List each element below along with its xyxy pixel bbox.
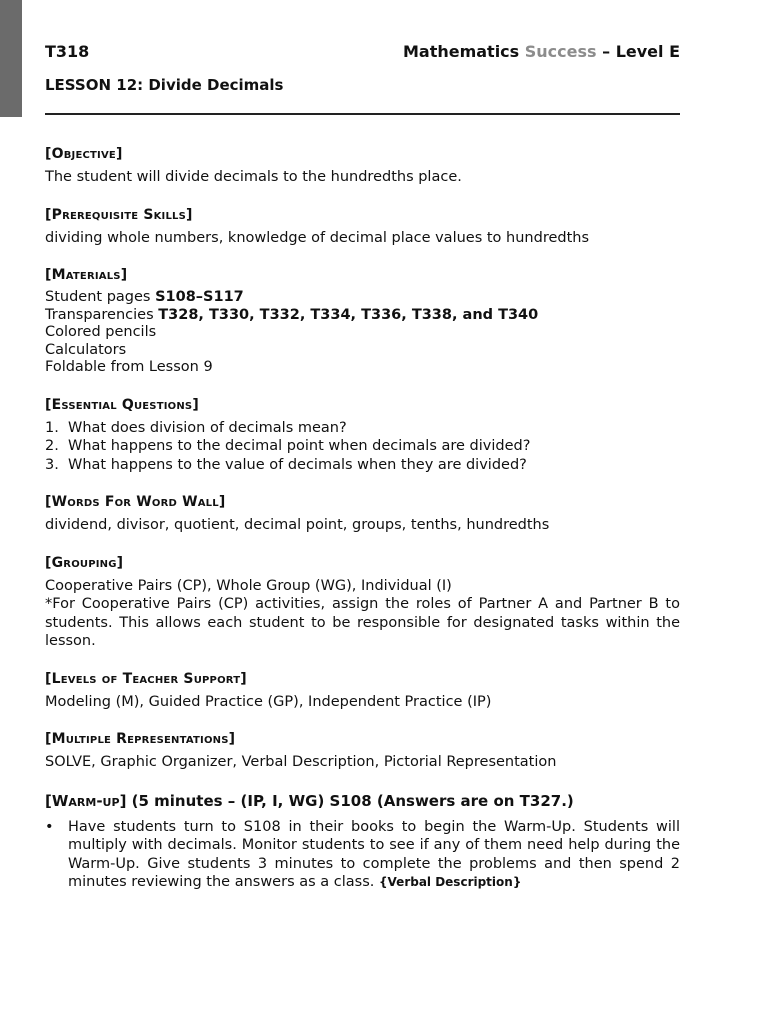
warmup-bullets <box>45 818 680 892</box>
header-divider <box>45 113 680 115</box>
materials-heading: [Materials] <box>45 267 128 283</box>
materials-list <box>45 289 680 377</box>
materials-item: Calculators <box>45 341 127 358</box>
page-number: T318 <box>45 42 90 61</box>
word-wall-heading: [Words For Word Wall] <box>45 494 226 510</box>
list-item: 3. What happens to the value of decimals when they are divided? <box>45 456 527 473</box>
essential-questions-section <box>45 397 680 475</box>
grouping-heading: [Grouping] <box>45 554 124 571</box>
materials-item: Colored pencils <box>45 324 157 340</box>
objective-section <box>45 146 680 187</box>
page-header <box>45 42 680 61</box>
materials-student-pages: Student pages S108–S117 <box>45 289 244 305</box>
prerequisite-text: dividing whole numbers, knowledge of decimal place values to hundredths <box>45 229 590 246</box>
grouping-line2: *For Cooperative Pairs (CP) activities, assign the roles of Partner A and Partner B to students. This allows each student to be responsible for designated tasks within the lesson. <box>45 596 680 649</box>
objective-heading: [Objective] <box>45 146 123 162</box>
materials-section <box>45 267 680 377</box>
materials-transparencies: Transparencies T328, T330, T332, T334, T336, T338, and T340 <box>45 306 539 323</box>
objective-text: The student will divide decimals to the hundredths place. <box>45 169 462 185</box>
book-title-part1: Mathematics <box>402 42 525 61</box>
representations-heading: [Multiple Representations] <box>45 731 236 747</box>
warmup-heading: [Warm-up] (5 minutes – (IP, I, WG) S108 (Answers are on T327.) <box>45 791 574 810</box>
representations-section <box>45 731 680 772</box>
book-title <box>403 42 680 61</box>
book-title-part2: – Level E <box>596 42 680 61</box>
page-content <box>45 42 680 892</box>
warmup-section <box>45 792 680 892</box>
teacher-support-text: Modeling (M), Guided Practice (GP), Independent Practice (IP) <box>45 693 492 710</box>
teacher-support-section <box>45 671 680 712</box>
book-title-accent: Success <box>524 42 597 61</box>
representations-text: SOLVE, Graphic Organizer, Verbal Description, Pictorial Representation <box>45 754 557 770</box>
list-item: • Have students turn to S108 in their books to begin the Warm-Up. Students will multiply with decimals. Monitor students to see if any of them need help during the Warm-Up. Give students 3 minutes to complete the problems and then spend 2 minutes reviewing the answers as a class. {Verbal Description} <box>45 818 680 890</box>
lesson-title: LESSON 12: Divide Decimals <box>45 76 284 94</box>
prerequisite-section <box>45 207 680 248</box>
bullet-icon: • <box>45 818 54 835</box>
prerequisite-heading: [Prerequisite Skills] <box>45 206 193 223</box>
list-item: 1. What does division of decimals mean? <box>45 419 347 436</box>
materials-item: Foldable from Lesson 9 <box>45 359 213 375</box>
teacher-support-heading: [Levels of Teacher Support] <box>45 670 247 687</box>
essential-questions-list <box>45 419 680 475</box>
word-wall-section <box>45 494 680 535</box>
grouping-section <box>45 555 680 651</box>
essential-questions-heading: [Essential Questions] <box>45 396 199 413</box>
side-tab-marker <box>0 0 22 117</box>
list-item: 2. What happens to the decimal point when decimals are divided? <box>45 438 531 454</box>
grouping-line1: Cooperative Pairs (CP), Whole Group (WG), Individual (I) <box>45 577 452 594</box>
word-wall-text: dividend, divisor, quotient, decimal point, groups, tenths, hundredths <box>45 517 550 533</box>
